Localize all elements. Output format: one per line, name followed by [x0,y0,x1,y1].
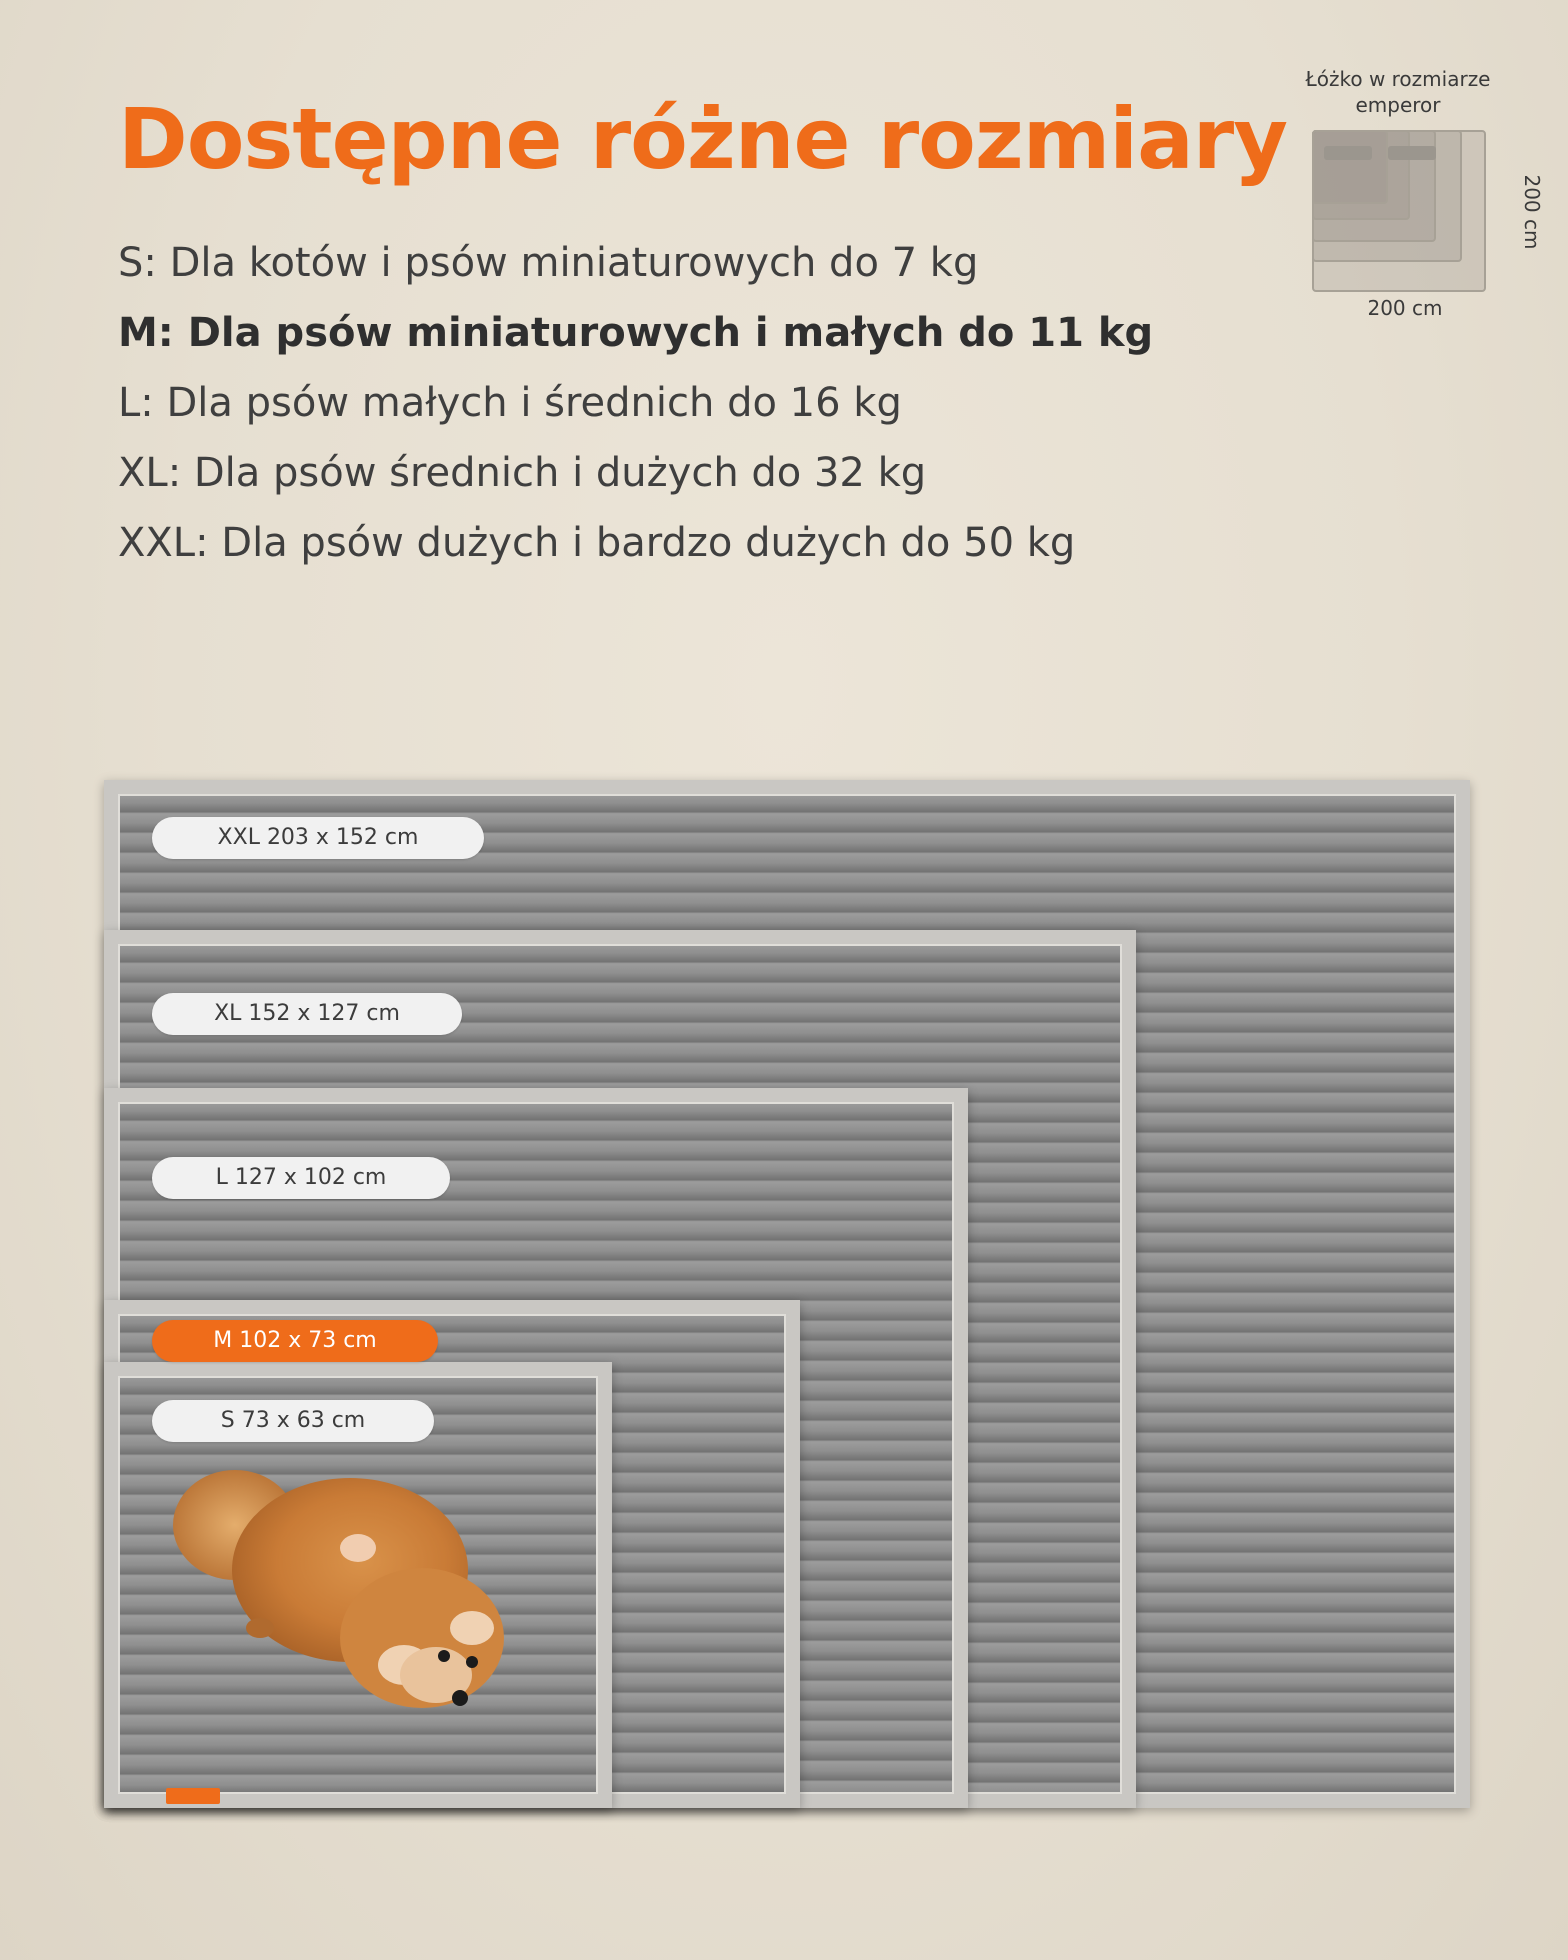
size-label-m: M 102 x 73 cm [152,1320,438,1362]
size-description-l: L: Dla psów małych i średnich do 16 kg [118,380,902,426]
size-description-s: S: Dla kotów i psów miniaturowych do 7 kg [118,240,979,286]
pomeranian-dog-image [160,1450,530,1720]
bed-length-label: 200 cm [1520,174,1544,250]
size-description-list [118,228,1153,578]
size-description-m: M: Dla psów miniaturowych i małych do 11 kg [118,310,1154,356]
size-label-l: L 127 x 102 cm [152,1157,450,1199]
bed-size-icon [1312,130,1496,292]
size-description-xxl: XXL: Dla psów dużych i bardzo dużych do 50 kg [118,520,1076,566]
bed-width-label: 200 cm [1367,296,1443,320]
brand-tag [166,1788,220,1804]
size-description-xl: XL: Dla psów średnich i dużych do 32 kg [118,450,927,496]
bed-reference-label: Łóżko w rozmiarze emperor [1305,67,1491,117]
size-label-s: S 73 x 63 cm [152,1400,434,1442]
page-title: Dostępne różne rozmiary [118,90,1287,188]
size-label-xxl: XXL 203 x 152 cm [152,817,484,859]
size-label-xl: XL 152 x 127 cm [152,993,462,1035]
